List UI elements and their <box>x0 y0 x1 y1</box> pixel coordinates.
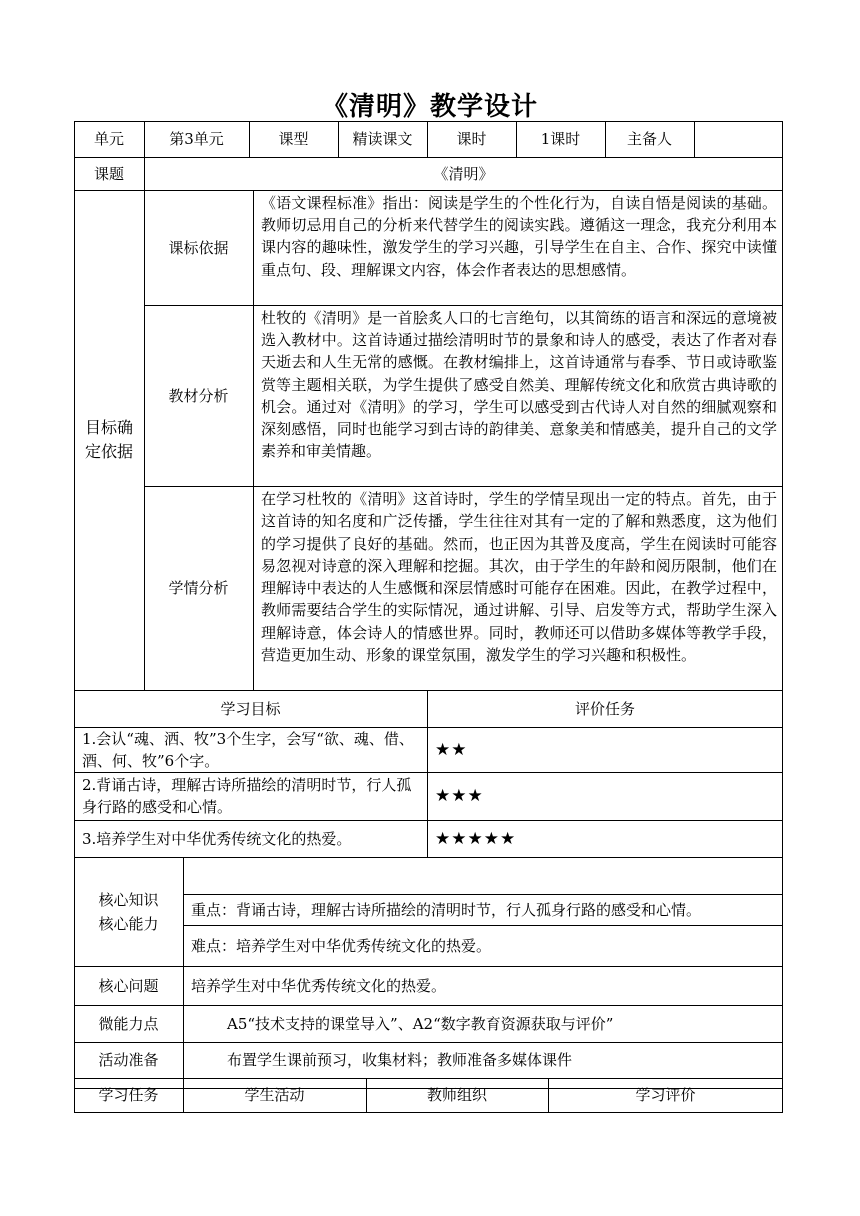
lead-preparer-value <box>694 121 783 157</box>
key-point: 重点：背诵古诗，理解古诗所描绘的清明时节，行人孤身行路的感受和心情。 <box>191 900 702 919</box>
standard-text: 《语文课程标准》指出：阅读是学生的个性化行为，自读自悟是阅读的基础。教师切忌用自己的分析来代替学生的阅读实践。遵循这一理念，我充分利用本课内容的趣味性，激发学生的学习兴趣，引导学生在自主、合作、探究中读懂重点句、段、理解课文内容，体会作者表达的思想感情。 <box>261 194 777 279</box>
core-row-empty <box>183 857 783 894</box>
material-label: 教材分析 <box>168 386 229 405</box>
topic-value: 《清明》 <box>433 164 494 183</box>
core-label-text: 核心知识核心能力 <box>98 890 159 933</box>
eval-stars-1: ★★ <box>435 739 468 760</box>
micro-ability-value: A5“技术支持的课堂导入”、A2“数字教育资源获取与评价” <box>227 1014 614 1033</box>
learner-label: 学情分析 <box>168 579 229 597</box>
task-header: 学习任务 <box>98 1086 159 1104</box>
micro-ability-label: 微能力点 <box>98 1014 159 1033</box>
unit-value: 第3单元 <box>169 130 224 148</box>
eval-header: 评价任务 <box>574 699 635 718</box>
core-label <box>74 857 183 966</box>
student-activity-header: 学生活动 <box>244 1086 305 1104</box>
core-question-value: 培养学生对中华优秀传统文化的热爱。 <box>191 976 447 995</box>
basis-label-text: 目标确定依据 <box>85 418 134 461</box>
lead-preparer-label: 主备人 <box>626 130 672 148</box>
preparation-label: 活动准备 <box>98 1051 159 1069</box>
lesson-type-label: 课型 <box>278 130 309 148</box>
eval-stars-3: ★★★★★ <box>435 828 517 849</box>
class-hours-value: 1课时 <box>540 130 581 148</box>
preparation-value: 布置学生课前预习，收集材料；教师准备多媒体课件 <box>227 1051 573 1069</box>
topic-label: 课题 <box>93 164 124 183</box>
core-question-label: 核心问题 <box>98 976 159 995</box>
difficulty: 难点：培养学生对中华优秀传统文化的热爱。 <box>191 936 492 955</box>
goal-header: 学习目标 <box>220 699 281 718</box>
teacher-organization-header: 教师组织 <box>426 1086 487 1104</box>
eval-stars-2: ★★★ <box>435 786 484 806</box>
goal-1: 1.会认“魂、洒、牧”3个生字，会写“欲、魂、借、酒、何、牧”6个字。 <box>82 729 414 770</box>
unit-label: 单元 <box>93 130 124 148</box>
lesson-type-value: 精读课文 <box>352 130 413 148</box>
material-text: 杜牧的《清明》是一首脍炙人口的七言绝句，以其简练的语言和深远的意境被选入教材中。这首诗通过描绘清明时节的景象和诗人的感受，表达了作者对春天逝去和人生无常的感慨。在教材编排上，这首诗通常与春季、节日或诗歌鉴赏等主题相关联，为学生提供了感受自然美、理解传统文化和欣赏古典诗歌的机会。通过对《清明》的学习，学生可以感受到古代诗人对自然的细腻观察和深刻感悟，同时也能学习到古诗的韵律美、意象美和情感美，提升自己的文学素养和审美情趣。 <box>261 309 777 461</box>
basis-label <box>74 190 144 690</box>
standard-label: 课标依据 <box>168 238 229 257</box>
tasks-table <box>74 1078 783 1113</box>
evaluation-header: 学习评价 <box>635 1086 696 1104</box>
goal-3: 3.培养学生对中华优秀传统文化的热爱。 <box>82 829 352 848</box>
class-hours-label: 课时 <box>456 130 487 148</box>
learner-text: 在学习杜牧的《清明》这首诗时，学生的学情呈现出一定的特点。首先，由于这首诗的知名度和广泛传播，学生往往对其有一定的了解和熟悉度，这为他们的学习提供了良好的基础。然而，也正因为其普及度高，学生在阅读时可能容易忽视对诗意的深入理解和挖掘。其次，由于学生的年龄和阅历限制，他们在理解诗中表达的人生感慨和深层情感时可能存在困难。因此，在教学过程中，教师需要结合学生的实际情况，通过讲解、引导、启发等方式，帮助学生深入理解诗意，体会诗人的情感世界。同时，教师还可以借助多媒体等教学手段，营造更加生动、形象的课堂氛围，激发学生的学习兴趣和积极性。 <box>261 490 777 665</box>
goal-2: 2.背诵古诗，理解古诗所描绘的清明时节，行人孤身行路的感受和心情。 <box>82 776 412 816</box>
page-title: 《清明》教学设计 <box>321 92 538 122</box>
